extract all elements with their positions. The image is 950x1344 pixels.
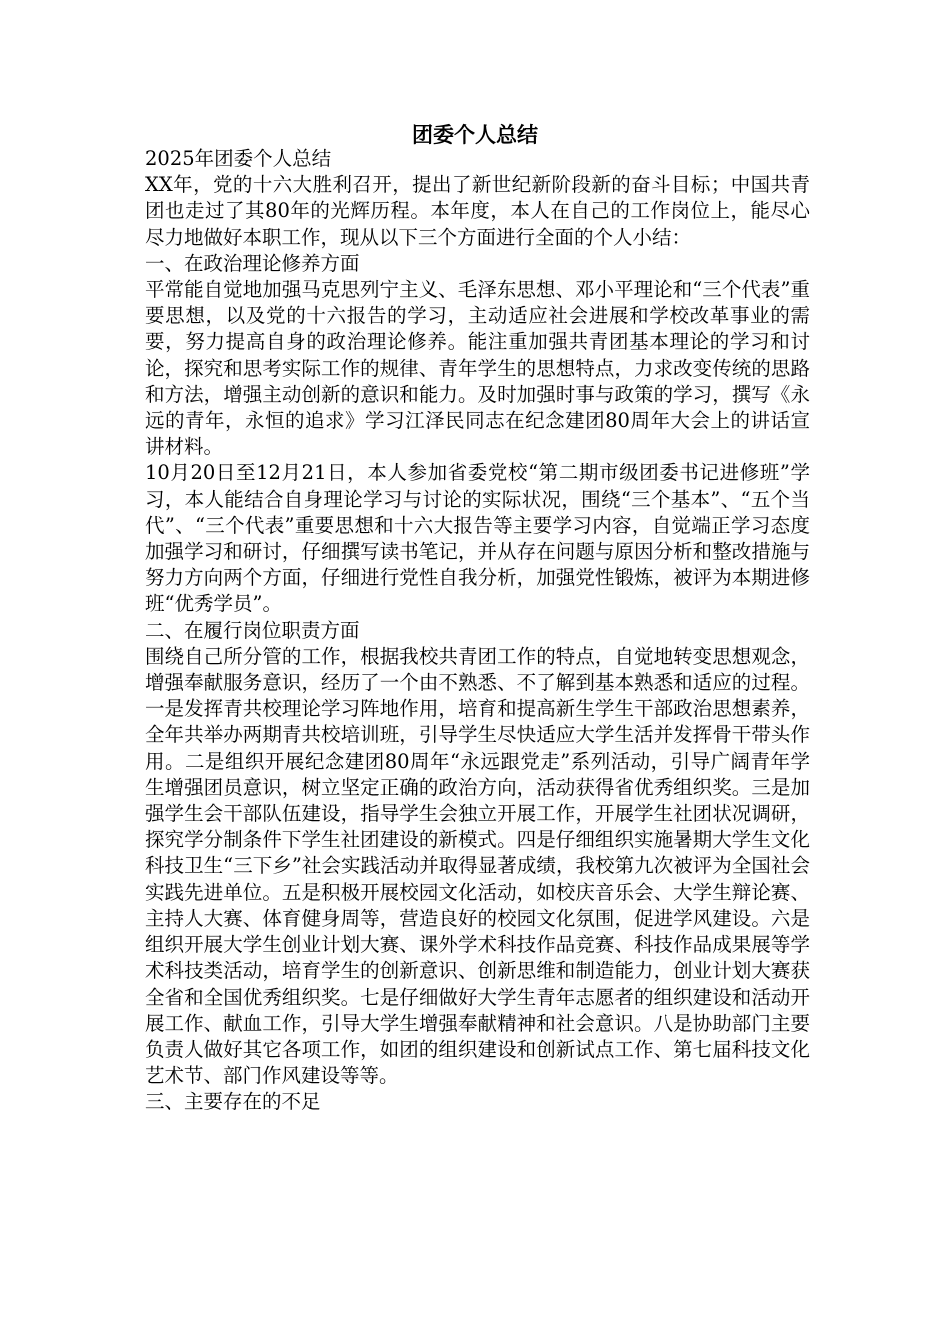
section-heading-2: 二、在履行岗位职责方面	[145, 618, 360, 642]
subtitle-line: 2025年团委个人总结	[145, 147, 332, 170]
section-1-paragraph-2: 10月20日至12月21日，本人参加省委党校“第二期市级团委书记进修班”学习，本人能结合自身理论学习与讨论的实际状况，围绕“三个基本”、“五个当代”、“三个代表”重要思想和十六大报告等主要学习内容，自觉端正学习态度加强学习和研讨，仔细撰写读书笔记，并从存在问题与原因分析和整改措施与努力方向两个方面，仔细进行党性自我分析，加强党性锻炼，被评为本期进修班“优秀学员”。	[145, 461, 810, 616]
document-body	[145, 146, 810, 1116]
section-heading-3: 三、主要存在的不足	[145, 1090, 321, 1114]
section-heading-1: 一、在政治理论修养方面	[145, 251, 360, 275]
section-1-paragraph-1: 平常能自觉地加强马克思列宁主义、毛泽东思想、邓小平理论和“三个代表”重要思想，以及党的十六报告的学习，主动适应社会进展和学校改革事业的需要，努力提高自身的政治理论修养。能注重加强共青团基本理论的学习和讨论，探究和思考实际工作的规律、青年学生的思想特点，力求改变传统的思路和方法，增强主动创新的意识和能力。及时加强时事与政策的学习，撰写《永远的青年，永恒的追求》学习江泽民同志在纪念建团80周年大会上的讲话宣讲材料。	[145, 278, 810, 459]
document-title: 团委个人总结	[412, 123, 538, 147]
section-2-paragraph-1: 围绕自己所分管的工作，根据我校共青团工作的特点，自觉地转变思想观念，增强奉献服务意识，经历了一个由不熟悉、不了解到基本熟悉和适应的过程。一是发挥青共校理论学习阵地作用，培育和提高新生学生干部政治思想素养，全年共举办两期青共校培训班，引导学生尽快适应大学生活并发挥骨干带头作用。二是组织开展纪念建团80周年“永远跟党走”系列活动，引导广阔青年学生增强团员意识，树立坚定正确的政治方向，活动获得省优秀组织奖。三是加强学生会干部队伍建设，指导学生会独立开展工作，开展学生社团状况调研，探究学分制条件下学生社团建设的新模式。四是仔细组织实施暑期大学生文化科技卫生“三下乡”社会实践活动并取得显著成绩，我校第九次被评为全国社会实践先进单位。五是积极开展校园文化活动，如校庆音乐会、大学生辩论赛、主持人大赛、体育健身周等，营造良好的校园文化氛围，促进学风建设。六是组织开展大学生创业计划大赛、课外学术科技作品竞赛、科技作品成果展等学术科技类活动，培育学生的创新意识、创新思维和制造能力，创业计划大赛获全省和全国优秀组织奖。七是仔细做好大学生青年志愿者的组织建设和活动开展工作、献血工作，引导大学生增强奉献精神和社会意识。八是协助部门主要负责人做好其它各项工作，如团的组织建设和创新试点工作、第七届科技文化艺术节、部门作风建设等等。	[145, 644, 810, 1088]
intro-paragraph: XX年，党的十六大胜利召开，提出了新世纪新阶段新的奋斗目标；中国共青团也走过了其80年的光辉历程。本年度，本人在自己的工作岗位上，能尽心尽力地做好本职工作，现从以下三个方面进行全面的个人小结：	[145, 173, 810, 249]
